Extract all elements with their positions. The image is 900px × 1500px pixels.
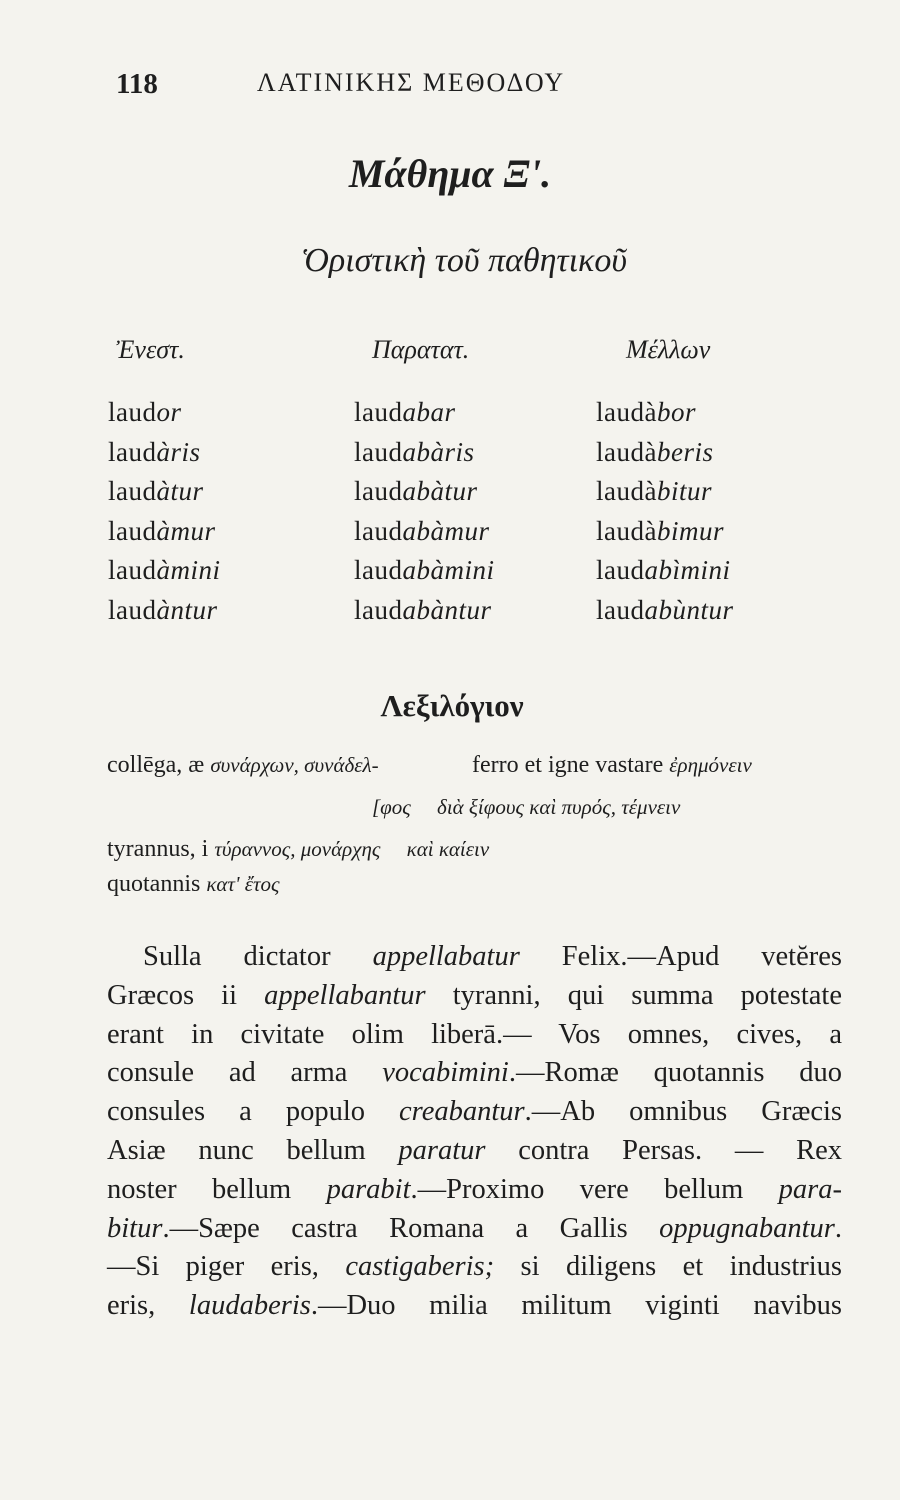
running-head: [116, 68, 676, 108]
passage-line: [107, 1287, 842, 1326]
italic-verb: para-: [778, 1173, 842, 1205]
passage-text: noster bellum: [107, 1173, 327, 1205]
passage-text: .—Romæ quotannis duo: [508, 1057, 843, 1089]
passage-text: .—Proximo vere bellum: [410, 1173, 779, 1205]
latin-term: tyrannus, i: [107, 836, 209, 862]
italic-verb: parabit: [326, 1173, 411, 1205]
column-header: Ἐνεστ.: [116, 335, 185, 364]
passage-text: si diligens et industrius: [494, 1251, 842, 1283]
verb-form: laudabàmini: [354, 555, 495, 585]
passage-line: [107, 1054, 842, 1093]
verb-form: laudabàris: [354, 436, 475, 467]
verb-form: laudàmini: [108, 555, 221, 585]
verb-form: laudàris: [108, 436, 201, 467]
passage-text: Felix.—Apud vetĕres: [519, 941, 842, 972]
passage-text: Græcos ii: [107, 979, 265, 1011]
passage-line: [107, 938, 842, 977]
passage-line: [107, 1171, 842, 1210]
verb-form: laudàntur: [108, 594, 218, 625]
column-header: Μέλλων: [626, 335, 711, 364]
passage-text: contra Persas. — Rex: [485, 1134, 842, 1166]
column-header: Παρατατ.: [372, 335, 470, 364]
passage-text: consule ad arma: [107, 1057, 383, 1089]
exercise-passage: [107, 938, 842, 1326]
passage-text: erant in civitate olim liberā.— Vos omnes, cives, a: [107, 1018, 842, 1050]
italic-verb: paratur: [398, 1134, 486, 1166]
passage-text: .—Ab omnibus Græcis: [524, 1096, 843, 1128]
italic-verb: laudaberis: [188, 1290, 311, 1322]
italic-verb: bitur: [107, 1212, 163, 1244]
verb-form: laudabàtur: [354, 476, 478, 506]
passage-text: Asiæ nunc bellum: [107, 1134, 399, 1166]
section-title: Ὁριστικὴ τοῦ παθητικοῦ: [301, 242, 627, 279]
verb-form: laudàmur: [108, 515, 216, 546]
passage-text: —Si piger eris,: [107, 1251, 346, 1283]
greek-gloss: συνάρχων, συνάδελ-: [210, 753, 379, 777]
book-title: ΛΑΤΙΝΙΚΗΣ ΜΕΘΟΔΟΥ: [256, 68, 566, 97]
verb-form: laudabìmini: [596, 555, 731, 585]
verb-form: laudabar: [354, 397, 456, 427]
italic-verb: castigaberis;: [345, 1251, 495, 1283]
passage-text: consules a populo: [107, 1096, 400, 1128]
passage-line: [107, 1210, 842, 1249]
passage-line: [107, 977, 842, 1016]
verb-form: laudàbitur: [596, 476, 712, 506]
vocabulary-entry: [372, 794, 680, 821]
italic-verb: appellabantur: [264, 979, 426, 1011]
passage-text: Sulla dictator: [143, 941, 373, 972]
verb-form: laudabàntur: [354, 594, 492, 625]
verb-form: laudor: [108, 397, 182, 427]
latin-term: ferro et igne vastare: [472, 752, 664, 778]
verb-form: laudabàmur: [354, 515, 490, 546]
passage-line: [107, 1248, 842, 1287]
imperfect-tense-column: [354, 335, 584, 630]
greek-gloss: [φος διὰ ξίφους καὶ πυρός, τέμνειν: [372, 795, 681, 819]
vocabulary-title: Λεξιλόγιον: [380, 688, 524, 723]
italic-verb: creabantur: [399, 1096, 525, 1128]
greek-gloss: ἐρημόνειν: [669, 753, 752, 777]
italic-verb: vocabimini: [382, 1057, 509, 1089]
verb-form: laudàberis: [596, 436, 714, 467]
present-tense-column: [108, 335, 338, 630]
passage-text: .—Duo milia militum viginti navibus: [310, 1290, 843, 1322]
verb-form: laudàbor: [596, 397, 696, 427]
passage-text: tyranni, qui summa potestate: [425, 979, 842, 1011]
future-tense-column: [596, 335, 826, 630]
vocabulary-entry: [107, 752, 379, 779]
passage-text: .: [834, 1212, 842, 1244]
italic-verb: appellabatur: [372, 941, 520, 972]
vocabulary-entry: [107, 836, 489, 863]
greek-gloss: τύραννος, μονάρχης καὶ καίειν: [214, 837, 490, 861]
passage-text: eris,: [107, 1290, 189, 1322]
vocabulary-entry: [472, 752, 752, 779]
passage-line: [107, 1132, 842, 1171]
verb-form: laudabùntur: [596, 594, 734, 625]
greek-gloss: κατ' ἔτος: [206, 872, 280, 896]
latin-term: collēga, æ: [107, 752, 205, 778]
vocabulary-entry: [107, 871, 280, 898]
verb-form: laudàbimur: [596, 515, 724, 546]
italic-verb: oppugnabantur: [659, 1212, 835, 1244]
passage-text: .—Sæpe castra Romana a Gallis: [162, 1212, 660, 1244]
latin-term: quotannis: [107, 871, 201, 897]
lesson-title: Μάθημα Ξ'.: [348, 151, 552, 196]
page-number: 118: [116, 68, 158, 100]
passage-line: [107, 1093, 842, 1132]
passage-line: [107, 1016, 842, 1055]
verb-form: laudàtur: [108, 476, 204, 506]
